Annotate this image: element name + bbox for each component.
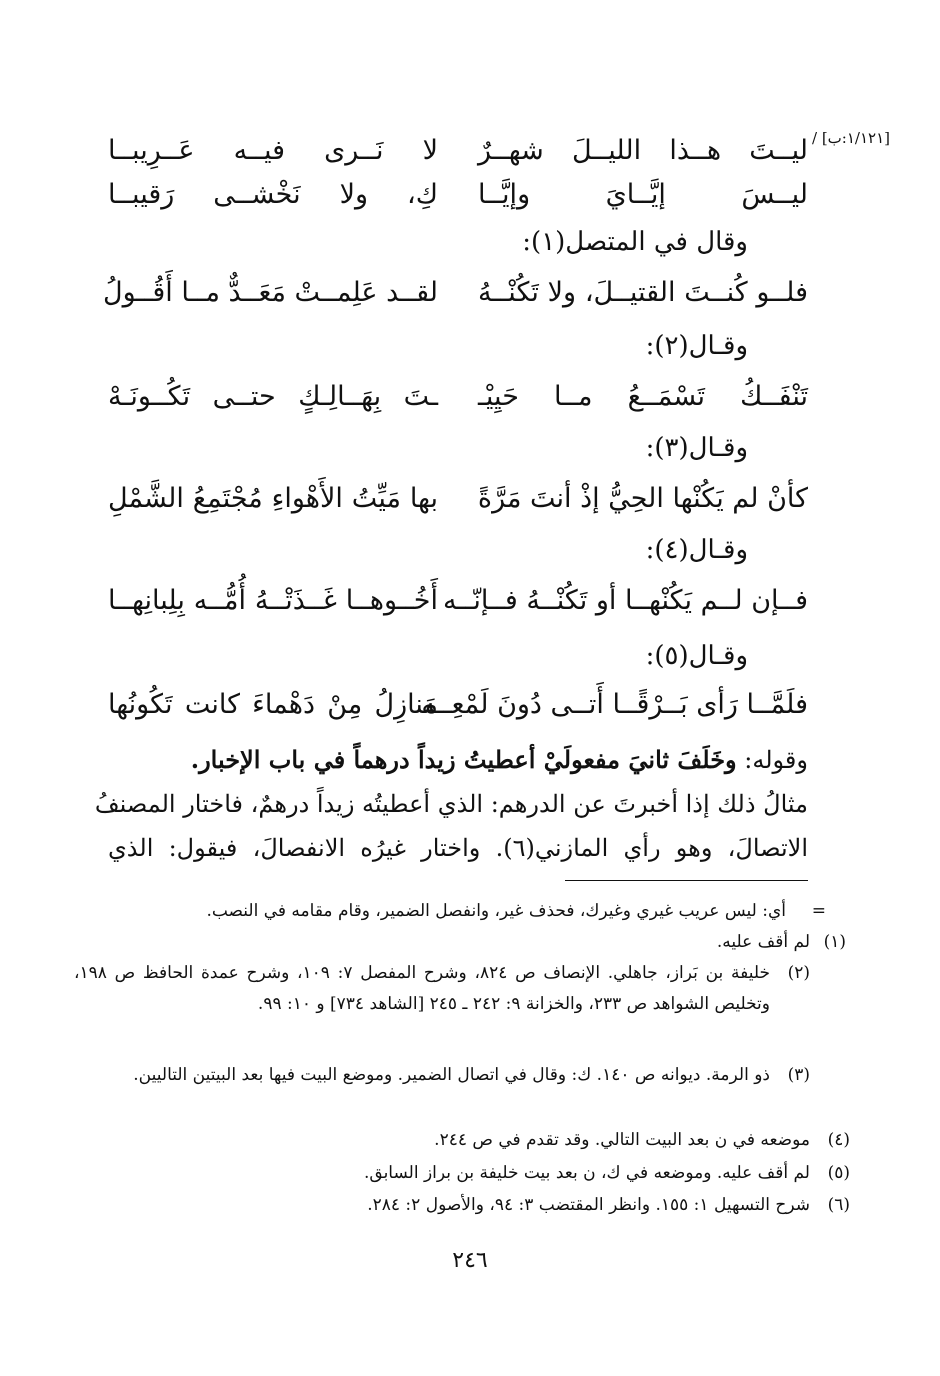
verse-intro: وقال في المتصل(١): xyxy=(522,227,748,257)
prose-quoted-rule: وخَلَفَ ثانيَ مفعولَيْ أعطيتُ زيداً درهماً في باب الإخبار. xyxy=(190,745,737,774)
verse-intro: وقـال(٤): xyxy=(645,535,748,565)
verse-second-hemistich: لا نَــرى فيــه عَــرِيبــا xyxy=(108,135,438,166)
footnote xyxy=(74,1060,810,1091)
footnote xyxy=(134,1125,850,1156)
verse-line xyxy=(108,374,808,420)
verse-first-hemistich: فلَمَّــا رَأى بَــرْقًــا أَتــى دُونَ لَمْعِــه xyxy=(421,689,808,720)
footnote-number: (٦) xyxy=(827,1195,850,1215)
verse-first-hemistich: فــإن لــم يَكُنْهــا أو تَكُنْــهُ فــإنّــه xyxy=(443,585,808,616)
verse-first-hemistich: ليــتَ هــذا الليــلَ شهــرٌ xyxy=(478,135,808,166)
verse-first-hemistich: تَنْفَــكُ تَسْمَــعُ مــا حَيِيْـ xyxy=(478,381,808,412)
verse-line xyxy=(108,172,808,218)
page-number: ٢٤٦ xyxy=(452,1248,488,1273)
verse-first-hemistich: ليــسَ إيَّــايَ وإيَّــا xyxy=(478,179,808,210)
prose-lead: وقوله: xyxy=(736,746,808,774)
footnote xyxy=(134,1190,850,1221)
verse-second-hemistich: بها مَيِّتُ الأَهْواءِ مُجْتَمِعُ الشَّمْلِ xyxy=(108,483,438,514)
manuscript-folio-marker: [١/١٢١:ب] / xyxy=(812,129,890,147)
footnote-text: موضعه في ن بعد البيت التالي. وقد تقدم في ص ٢٤٤. xyxy=(434,1130,810,1150)
verse-second-hemistich: كِ، ولا نَخْشــى رَقيبــا xyxy=(108,179,438,210)
prose-line xyxy=(108,738,808,782)
verse-intro: وقـال(٢): xyxy=(645,331,748,361)
footnote-text: لم أقف عليه. xyxy=(716,932,810,952)
footnote-text: شرح التسهيل ١: ١٥٥. وانظر المقتضب ٣: ٩٤، والأصول ٢: ٢٨٤. xyxy=(367,1195,810,1215)
footnote-number: (٣) xyxy=(787,1065,810,1085)
footnote-number: (٥) xyxy=(827,1163,850,1183)
verse-line xyxy=(108,578,808,624)
verse-second-hemistich: أَخُــوهــا غَــذَتْــهُ أُمُّــه بِلِبانِهــا xyxy=(108,585,438,616)
footnote-text: خليفة بن بَراز، جاهلي. الإنصاف ص ٨٢٤، وشرح المفصل ٧: ١٠٩، وشرح عمدة الحافظ ص ١٩٨، وتخليص الشواهد ص ٢٣٣، والخزانة ٩: ٢٤٢ ـ ٢٤٥ [الشاهد ٧٣٤] و ١٠: ٩٩. xyxy=(74,963,770,1014)
footnote xyxy=(134,927,846,958)
footnote-number: = xyxy=(811,901,826,921)
footnote-text: لم أقف عليه. وموضعه في ك، ن بعد بيت خليفة بن براز السابق. xyxy=(363,1163,810,1183)
footnote-number: (٤) xyxy=(827,1130,850,1150)
footnote-divider xyxy=(565,880,808,881)
verse-line xyxy=(108,682,808,728)
footnote-text: ذو الرمة. ديوانه ص ١٤٠. ك: وقال في اتصال الضمير. وموضع البيت فيها بعد البيتين التاليين. xyxy=(133,1065,770,1085)
verse-intro: وقـال(٣): xyxy=(645,433,748,463)
verse-line xyxy=(103,270,808,316)
prose-line: الاتصالَ، وهو رأي المازني(٦). واختار غيرُه الانفصالَ، فيقول: الذي xyxy=(108,834,808,862)
footnote xyxy=(74,958,810,1020)
footnote-number: (٢) xyxy=(787,963,810,983)
verse-first-hemistich: فلــو كُنــتَ القتيــلَ، ولا تَكُنْــهُ xyxy=(478,277,808,308)
prose-line: مثالُ ذلك إذا أخبرتَ عن الدرهم: الذي أعطيتُه زيداً درهمٌ، فاختار المصنفُ xyxy=(94,790,808,818)
footnote-number: (١) xyxy=(823,932,846,952)
footnote-text: أي: ليس عريب غيري وغيرك، فحذف غير، وانفصل الضمير، وقام مقامه في النصب. xyxy=(206,901,786,921)
verse-line xyxy=(108,476,808,522)
verse-second-hemistich: مَنازِلُ مِنْ دَهْماءَ كانت تَكُونُها xyxy=(108,689,438,720)
verse-second-hemistich: ـتَ بِهَــالِـكٍ حتــى تَكُــونَـهْ xyxy=(108,381,438,412)
verse-intro: وقـال(٥): xyxy=(645,641,748,671)
verse-second-hemistich: لقــد عَلِمــتْ مَعَــدٌّ مــا أَقُــولُ xyxy=(103,277,438,308)
footnote xyxy=(136,896,826,927)
verse-first-hemistich: كأنْ لم يَكُنْها الحِيُّ إذْ أنتَ مَرَّةً xyxy=(477,483,808,514)
verse-line xyxy=(108,128,808,174)
footnote xyxy=(134,1158,850,1189)
